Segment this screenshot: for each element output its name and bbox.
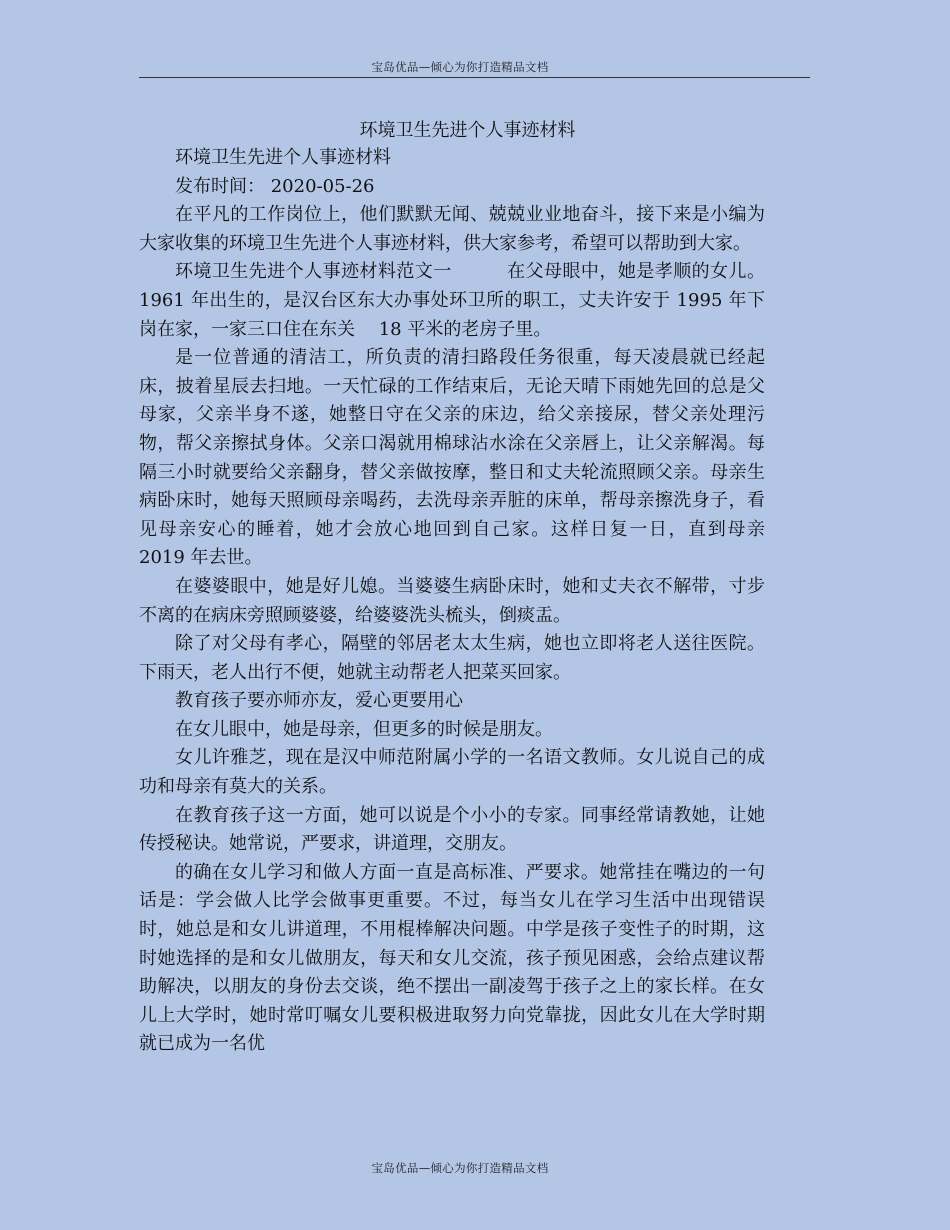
paragraph: 的确在女儿学习和做人方面一直是高标准、严要求。她常挂在嘴边的一句话是：学会做人比学会做事更重要。不过，每当女儿在学习生活中出现错误时，她总是和女儿讲道理，不用棍棒解决问题。中学是孩子变性子的时期，这时她选择的是和女儿做朋友，每天和女儿交流，孩子预见困惑，会给点建议帮助解决，以朋友的身份去交谈，绝不摆出一副凌驾于孩子之上的家长样。在女儿上大学时，她时常叮嘱女儿要积极进取努力向党靠拢，因此女儿在大学时期就已成为一名优	[139, 861, 765, 1055]
paragraph-heading: 教育孩子要亦师亦友，爱心更要用心	[175, 690, 463, 712]
paragraph: 在女儿眼中，她是母亲，但更多的时候是朋友。	[175, 718, 553, 740]
paragraph: 是一位普通的清洁工，所负责的清扫路段任务很重，每天凌晨就已经起床，披着星辰去扫地。一天忙碌的工作结束后，无论天晴下雨她先回的总是父母家，父亲半身不遂，她整日守在父亲的床边，给父亲接尿，替父亲处理污物，帮父亲擦拭身体。父亲口渴就用棉球沾水涂在父亲唇上，让父亲解渴。每隔三小时就要给父亲翻身，替父亲做按摩，整日和丈夫轮流照顾父亲。母亲生病卧床时，她每天照顾母亲喝药，去洗母亲弄脏的床单，帮母亲擦洗身子，看见母亲安心的睡着，她才会放心地回到自己家。这样日复一日，直到母亲 2019 年去世。	[139, 347, 807, 569]
paragraph: 环境卫生先进个人事迹材料范文一 在父母眼中，她是孝顺的女儿。1961 年出生的，是汉台区东大办事处环卫所的职工，丈夫许安于 1995 年下岗在家，一家三口住在东关 18 平米的老房子里。	[139, 261, 765, 340]
paragraph: 在平凡的工作岗位上，他们默默无闻、兢兢业业地奋斗，接下来是小编为大家收集的环境卫生先进个人事迹材料，供大家参考，希望可以帮助到大家。	[139, 204, 765, 254]
paragraph: 除了对父母有孝心，隔壁的邻居老太太生病，她也立即将老人送往医院。下雨天，老人出行不便，她就主动帮老人把菜买回家。	[139, 633, 765, 683]
page-header: 宝岛优品—倾心为你打造精品文档	[371, 60, 549, 74]
page-footer: 宝岛优品—倾心为你打造精品文档	[371, 1161, 549, 1175]
header-divider	[139, 77, 810, 78]
paragraph-publish-date: 发布时间： 2020-05-26	[175, 175, 375, 197]
paragraph: 在婆婆眼中，她是好儿媳。当婆婆生病卧床时，她和丈夫衣不解带，寸步不离的在病床旁照顾婆婆，给婆婆洗头梳头，倒痰盂。	[139, 575, 765, 626]
document-title: 环境卫生先进个人事迹材料	[359, 120, 576, 141]
paragraph-subtitle: 环境卫生先进个人事迹材料	[175, 147, 391, 168]
paragraph: 女儿许雅芝，现在是汉中师范附属小学的一名语文教师。女儿说自己的成功和母亲有莫大的关系。	[139, 747, 765, 798]
paragraph: 在教育孩子这一方面，她可以说是个小小的专家。同事经常请教她，让她传授秘诀。她常说，严要求，讲道理，交朋友。	[139, 804, 765, 855]
document-body	[139, 144, 807, 1059]
